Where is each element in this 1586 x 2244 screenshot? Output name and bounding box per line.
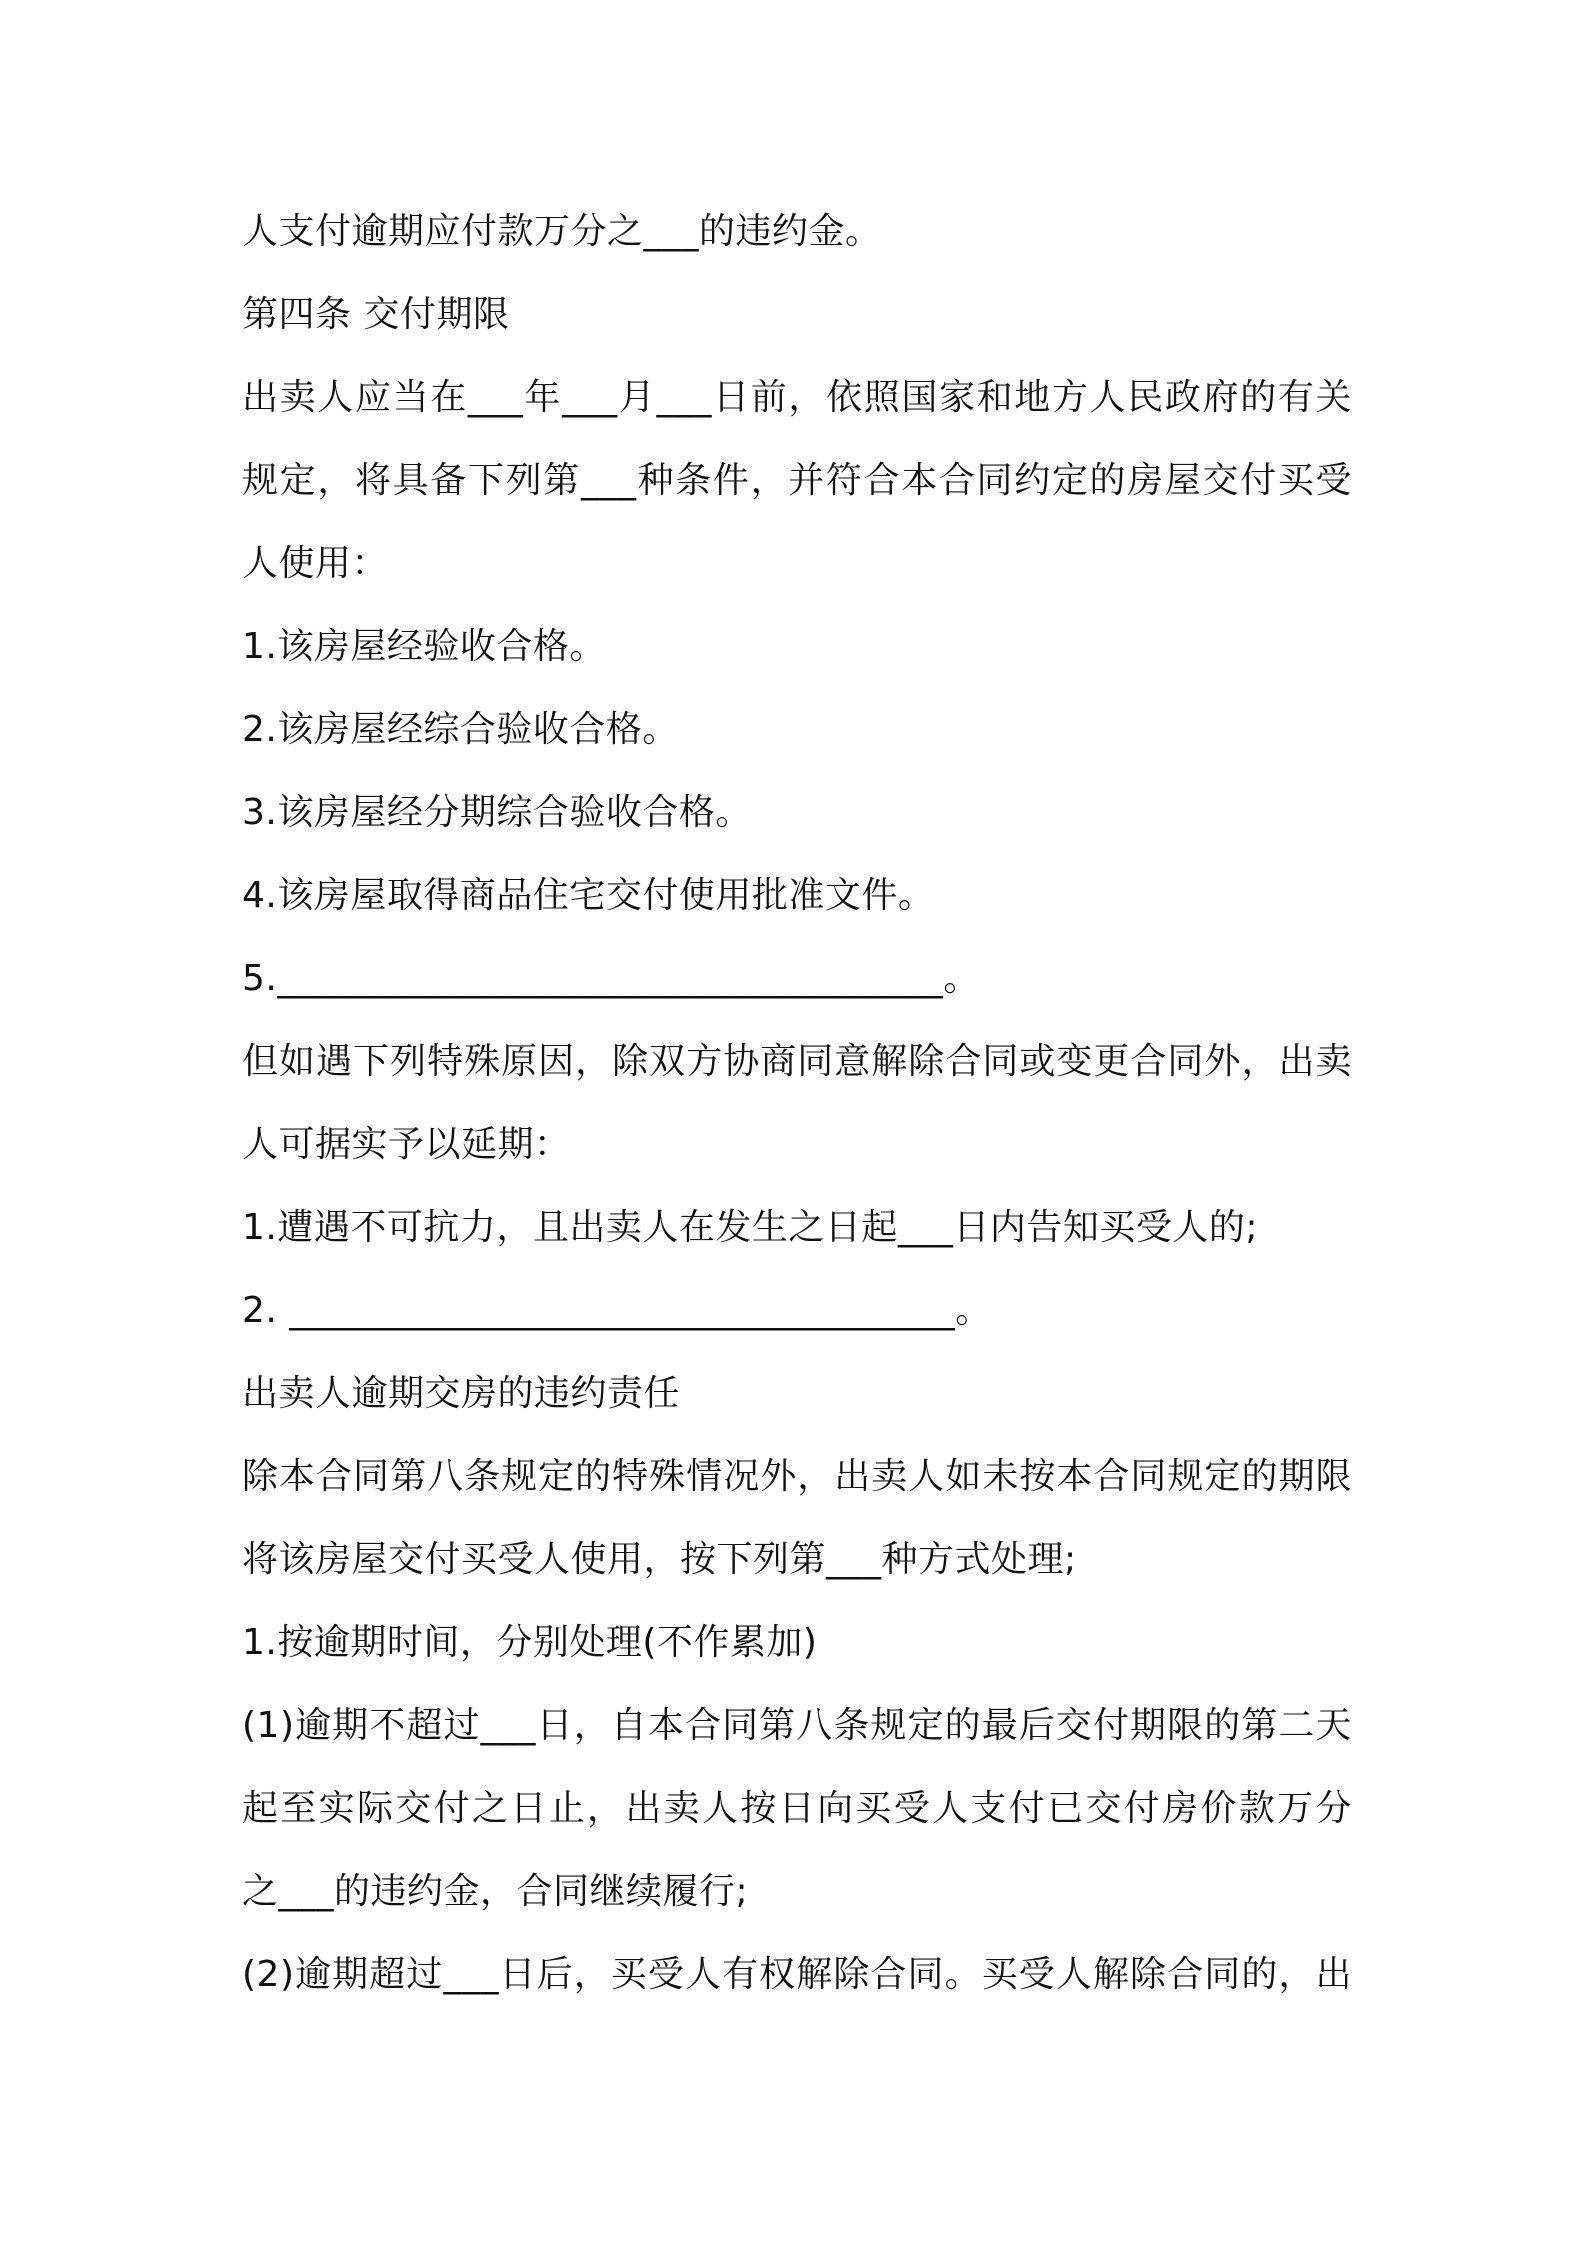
list-item: 2. ____________________________________。 (242, 1290, 992, 1331)
list-item: 5.____________________________________。 (242, 958, 980, 999)
paragraph-line: 规定，将具备下列第___种条件，并符合本合同约定的房屋交付买受 (242, 460, 1352, 501)
list-item: 3.该房屋经分期综合验收合格。 (242, 792, 752, 833)
paragraph-line: 人支付逾期应付款万分之___的违约金。 (242, 211, 882, 252)
section-heading: 出卖人逾期交房的违约责任 (242, 1373, 681, 1414)
document-body (242, 190, 1362, 2016)
paragraph-line: 除本合同第八条规定的特殊情况外，出卖人如未按本合同规定的期限 (242, 1456, 1352, 1497)
paragraph-line: 出卖人应当在___年___月___日前，依照国家和地方人民政府的有关 (242, 377, 1352, 418)
list-item: 2.该房屋经综合验收合格。 (242, 709, 679, 750)
list-item: 1.遭遇不可抗力，且出卖人在发生之日起___日内告知买受人的; (242, 1207, 1258, 1248)
paragraph-line: (2)逾期超过___日后，买受人有权解除合同。买受人解除合同的，出 (242, 1954, 1352, 1995)
paragraph-line: 人使用： (242, 543, 389, 584)
paragraph-line: 之___的违约金，合同继续履行; (242, 1871, 749, 1912)
list-item: 4.该房屋取得商品住宅交付使用批准文件。 (242, 875, 935, 916)
paragraph-line: 起至实际交付之日止，出卖人按日向买受人支付已交付房价款万分 (242, 1788, 1352, 1829)
paragraph-line: 但如遇下列特殊原因，除双方协商同意解除合同或变更合同外，出卖 (242, 1041, 1352, 1082)
section-heading: 第四条 交付期限 (242, 294, 510, 335)
paragraph-line: (1)逾期不超过___日，自本合同第八条规定的最后交付期限的第二天 (242, 1705, 1352, 1746)
paragraph-line: 将该房屋交付买受人使用，按下列第___种方式处理; (242, 1539, 1077, 1580)
list-item: 1.按逾期时间，分别处理(不作累加) (242, 1622, 818, 1663)
list-item: 1.该房屋经验收合格。 (242, 626, 606, 667)
paragraph-line: 人可据实予以延期： (242, 1124, 571, 1165)
